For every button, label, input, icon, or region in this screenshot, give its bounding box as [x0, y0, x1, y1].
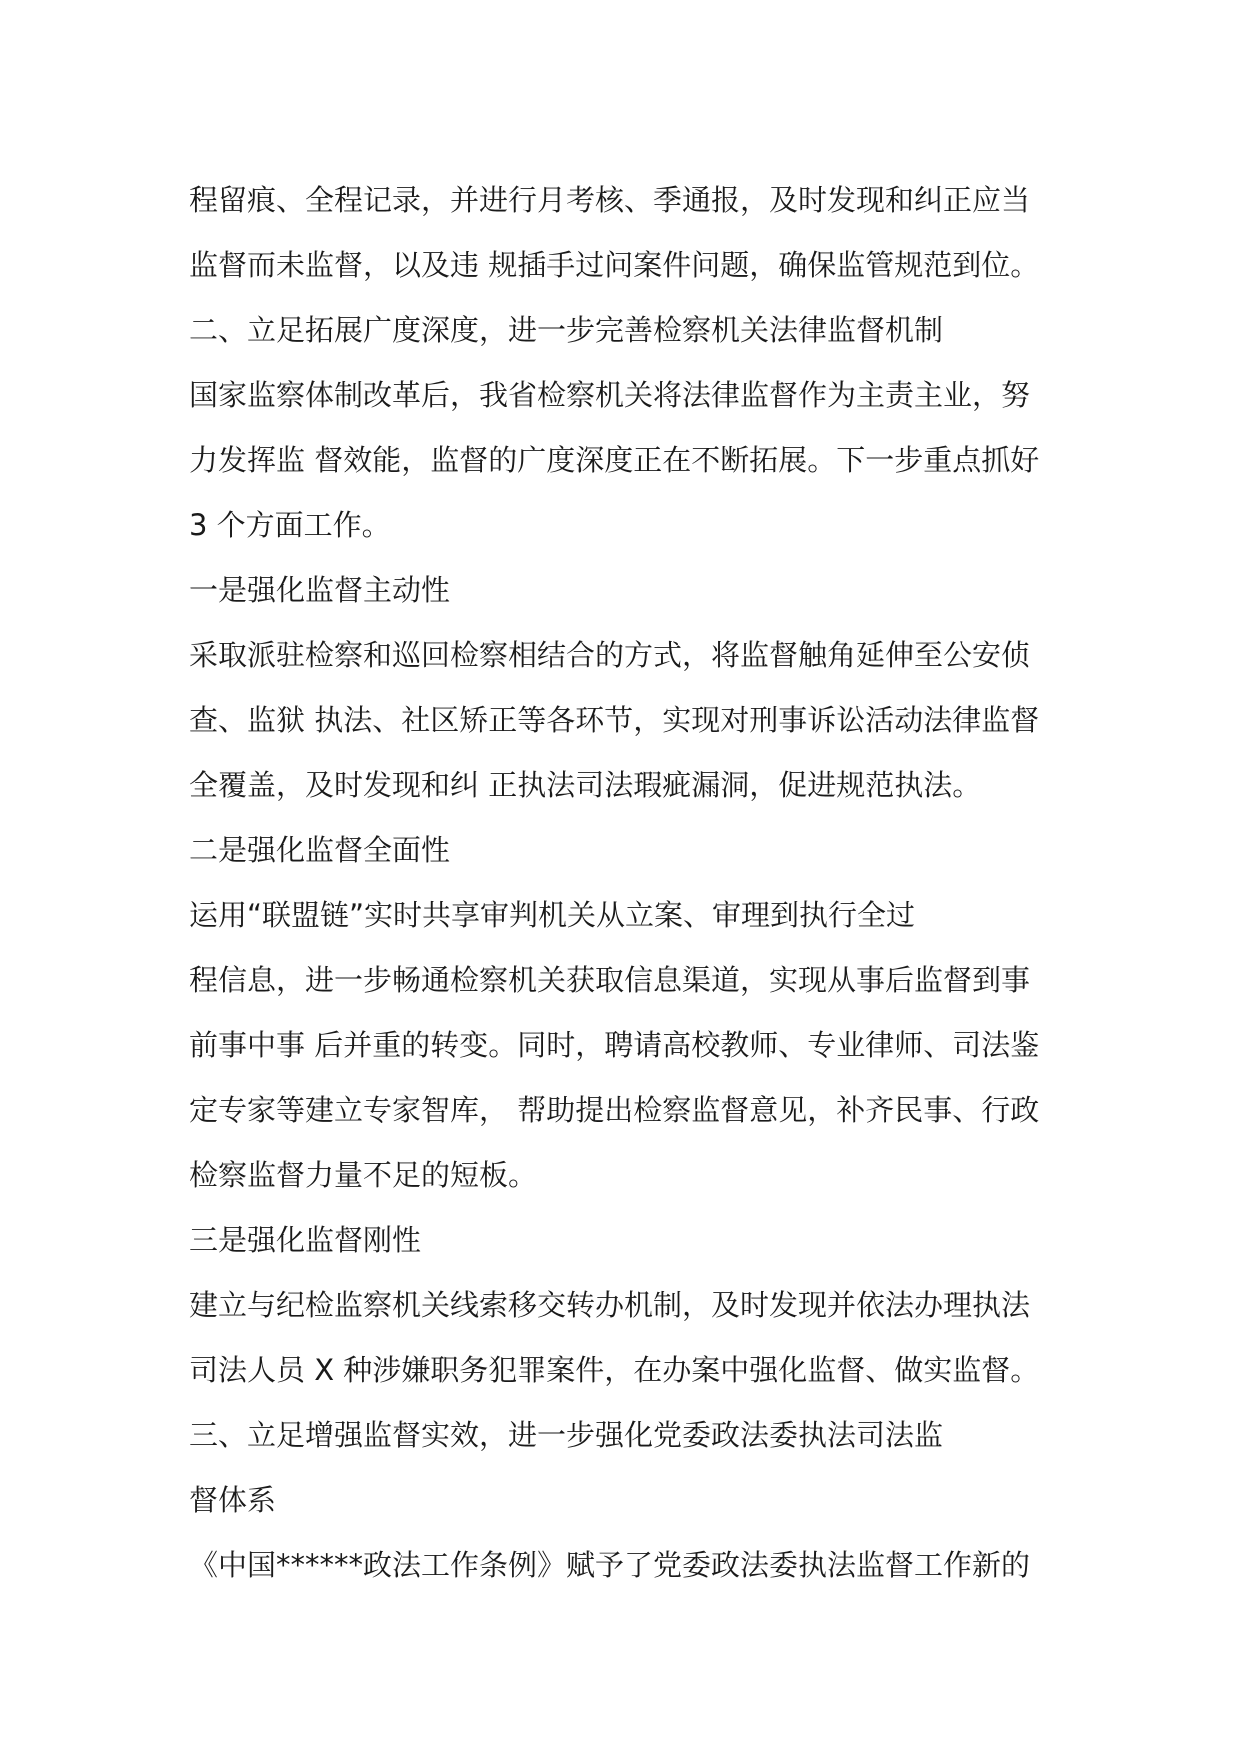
text-line: 监督而未监督，以及违 规插手过问案件问题，确保监管规范到位。 [189, 248, 1040, 282]
text-line: 3 个方面工作。 [189, 508, 391, 542]
text-line: 运用“联盟链”实时共享审判机关从立案、审理到执行全过 [189, 898, 916, 932]
subsection-heading: 二是强化监督全面性 [189, 833, 451, 867]
text-line: 采取派驻检察和巡回检察相结合的方式，将监督触角延伸至公安侦 [189, 638, 1031, 672]
text-line: 司法人员 X 种涉嫌职务犯罪案件，在办案中强化监督、做实监督。 [189, 1353, 1040, 1387]
text-line: 检察监督力量不足的短板。 [189, 1158, 538, 1192]
text-line: 力发挥监 督效能，监督的广度深度正在不断拓展。下一步重点抓好 [189, 443, 1040, 477]
subsection-heading: 三是强化监督刚性 [189, 1223, 422, 1257]
text-line: 前事中事 后并重的转变。同时，聘请高校教师、专业律师、司法鉴 [189, 1028, 1040, 1062]
subsection-heading: 一是强化监督主动性 [189, 573, 451, 607]
text-line: 程信息，进一步畅通检察机关获取信息渠道，实现从事后监督到事 [189, 963, 1031, 997]
section-heading-continued: 督体系 [189, 1483, 277, 1517]
section-heading: 二、立足拓展广度深度，进一步完善检察机关法律监督机制 [189, 313, 944, 347]
text-line: 查、监狱 执法、社区矫正等各环节，实现对刑事诉讼活动法律监督 [189, 703, 1040, 737]
text-line: 建立与纪检监察机关线索移交转办机制，及时发现并依法办理执法 [189, 1288, 1031, 1322]
document-body [189, 168, 1069, 1598]
text-line: 《中国******政法工作条例》赋予了党委政法委执法监督工作新的 [189, 1548, 1031, 1582]
text-line: 全覆盖，及时发现和纠 正执法司法瑕疵漏洞，促进规范执法。 [189, 768, 982, 802]
text-line: 程留痕、全程记录，并进行月考核、季通报，及时发现和纠正应当 [189, 183, 1031, 217]
text-line: 国家监察体制改革后，我省检察机关将法律监督作为主责主业，努 [189, 378, 1031, 412]
text-line: 定专家等建立专家智库， 帮助提出检察监督意见，补齐民事、行政 [189, 1093, 1040, 1127]
section-heading: 三、立足增强监督实效，进一步强化党委政法委执法司法监 [189, 1418, 944, 1452]
